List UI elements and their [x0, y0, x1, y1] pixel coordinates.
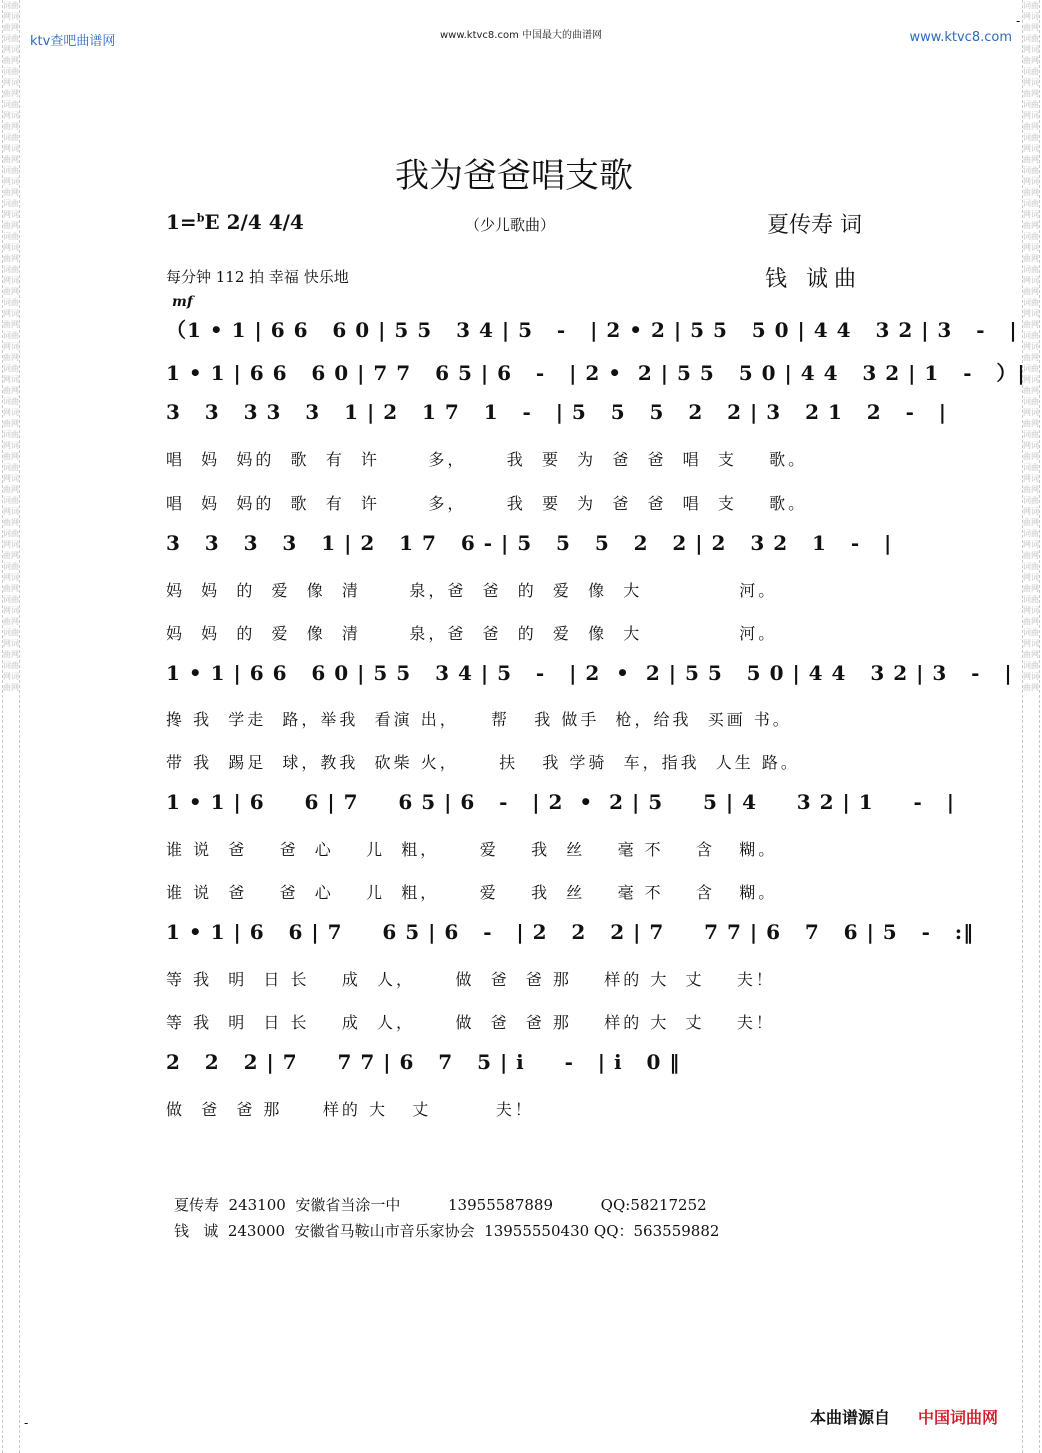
score-line-7: 1 • 1 | 6 6 | 7 6 5 | 6 - | 2 2 2 | 7 7 7 | 6 7 6 | 5 - :‖	[166, 920, 975, 944]
key-flat: b	[196, 211, 205, 225]
bottom-corner-mark: -	[24, 1416, 29, 1430]
score-line-5: 1 • 1 | 6 6 6 0 | 5 5 3 4 | 5 - | 2 • 2 | 5 5 5 0 | 4 4 3 2 | 3 - |	[166, 661, 1013, 685]
score-line-2: 1 • 1 | 6 6 6 0 | 7 7 6 5 | 6 - | 2 • 2 | 5 5 5 0 | 4 4 3 2 | 1 - ）|	[166, 361, 1026, 385]
dynamic-marking: mf	[172, 294, 193, 310]
header-center-site[interactable]: www.ktvc8.com 中国最大的曲谱网	[439, 30, 602, 41]
lyricist-credit: 夏传寿 词	[767, 213, 862, 238]
header-right-site[interactable]: www.ktvc8.com	[909, 30, 1012, 45]
header-left-site[interactable]: ktv查吧曲谱网	[30, 34, 116, 49]
score-line-4: 3 3 3 3 1 | 2 1 7 6 - | 5 5 5 2 2 | 2 3 2 1 - |	[166, 531, 893, 555]
key-prefix: 1=	[166, 210, 197, 234]
right-watermark-strip: 词曲网词曲网词曲网词曲网词曲网词曲网词曲网词曲网词曲网词曲网词曲网词曲网词曲网词曲网词曲网词曲网词曲网词曲网词曲网词曲网词曲网词曲网词曲网词曲网词曲网词曲网词曲网词曲网词曲网词曲网词曲网词曲网词曲网词曲网词曲网词曲网词曲网词曲网词曲网词曲网词曲网词曲网	[1022, 0, 1040, 1453]
composer-credit: 钱 诚曲	[765, 267, 862, 292]
score-line-1: （1 • 1 | 6 6 6 0 | 5 5 3 4 | 5 - | 2 • 2 | 5 5 5 0 | 4 4 3 2 | 3 - |	[166, 318, 1018, 342]
lyric-line-1: 唱 妈 妈的 歌 有 许 多， 我 要 为 爸 爸 唱 支 歌。	[166, 450, 808, 469]
corner-mark: -	[1016, 14, 1021, 28]
lyric-line-7: 谁 说 爸 爸 心 儿 粗， 爱 我 丝 毫 不 含 糊。	[166, 840, 778, 859]
score-line-8: 2 2 2 | 7 7 7 | 6 7 5 | i - | i 0 ‖	[166, 1050, 681, 1074]
lyric-line-8: 谁 说 爸 爸 心 儿 粗， 爱 我 丝 毫 不 含 糊。	[166, 883, 778, 902]
score-line-3: 3 3 3 3 3 1 | 2 1 7 1 - | 5 5 5 2 2 | 3 2 1 2 - |	[166, 400, 948, 424]
key-meter: E 2/4 4/4	[204, 210, 304, 234]
score-line-6: 1 • 1 | 6 6 | 7 6 5 | 6 - | 2 • 2 | 5 5 | 4 3 2 | 1 - |	[166, 790, 955, 814]
lyric-line-6: 带 我 踢足 球，教我 砍柴 火， 扶 我 学骑 车，指我 人生 路。	[166, 753, 800, 772]
lyric-line-9: 等 我 明 日 长 成 人， 做 爸 爸 那 样的 大 丈 夫！	[166, 970, 775, 989]
tempo-marking: 每分钟 112 拍 幸福 快乐地	[166, 268, 349, 286]
contact-lyricist: 夏传寿 243100 安徽省当涂一中 13955587889 QQ:58217252	[174, 1196, 707, 1214]
song-genre: （少儿歌曲）	[464, 216, 555, 234]
lyric-line-2: 唱 妈 妈的 歌 有 许 多， 我 要 为 爸 爸 唱 支 歌。	[166, 494, 808, 513]
lyric-line-10: 等 我 明 日 长 成 人， 做 爸 爸 那 样的 大 丈 夫！	[166, 1013, 775, 1032]
contact-composer: 钱 诚 243000 安徽省马鞍山市音乐家协会 13955550430 QQ：563559882	[174, 1222, 720, 1240]
lyric-line-3: 妈 妈 的 爱 像 清 泉，爸 爸 的 爱 像 大 河。	[166, 581, 778, 600]
song-title: 我为爸爸唱支歌	[395, 156, 633, 196]
lyric-line-11: 做 爸 爸 那 样的 大 丈 夫！	[166, 1100, 534, 1119]
footer-source-label: 本曲谱源自	[810, 1408, 891, 1427]
footer-site-link[interactable]: 中国词曲网	[918, 1408, 999, 1427]
lyric-line-5: 搀 我 学走 路，举我 看演 出， 帮 我 做手 枪，给我 买画 书。	[166, 710, 792, 729]
lyric-line-4: 妈 妈 的 爱 像 清 泉，爸 爸 的 爱 像 大 河。	[166, 624, 778, 643]
left-watermark-strip: 词曲网词曲网词曲网词曲网词曲网词曲网词曲网词曲网词曲网词曲网词曲网词曲网词曲网词曲网词曲网词曲网词曲网词曲网词曲网词曲网词曲网词曲网词曲网词曲网词曲网词曲网词曲网词曲网词曲网词曲网词曲网词曲网词曲网词曲网词曲网词曲网词曲网词曲网词曲网词曲网词曲网词曲网	[2, 0, 20, 1453]
